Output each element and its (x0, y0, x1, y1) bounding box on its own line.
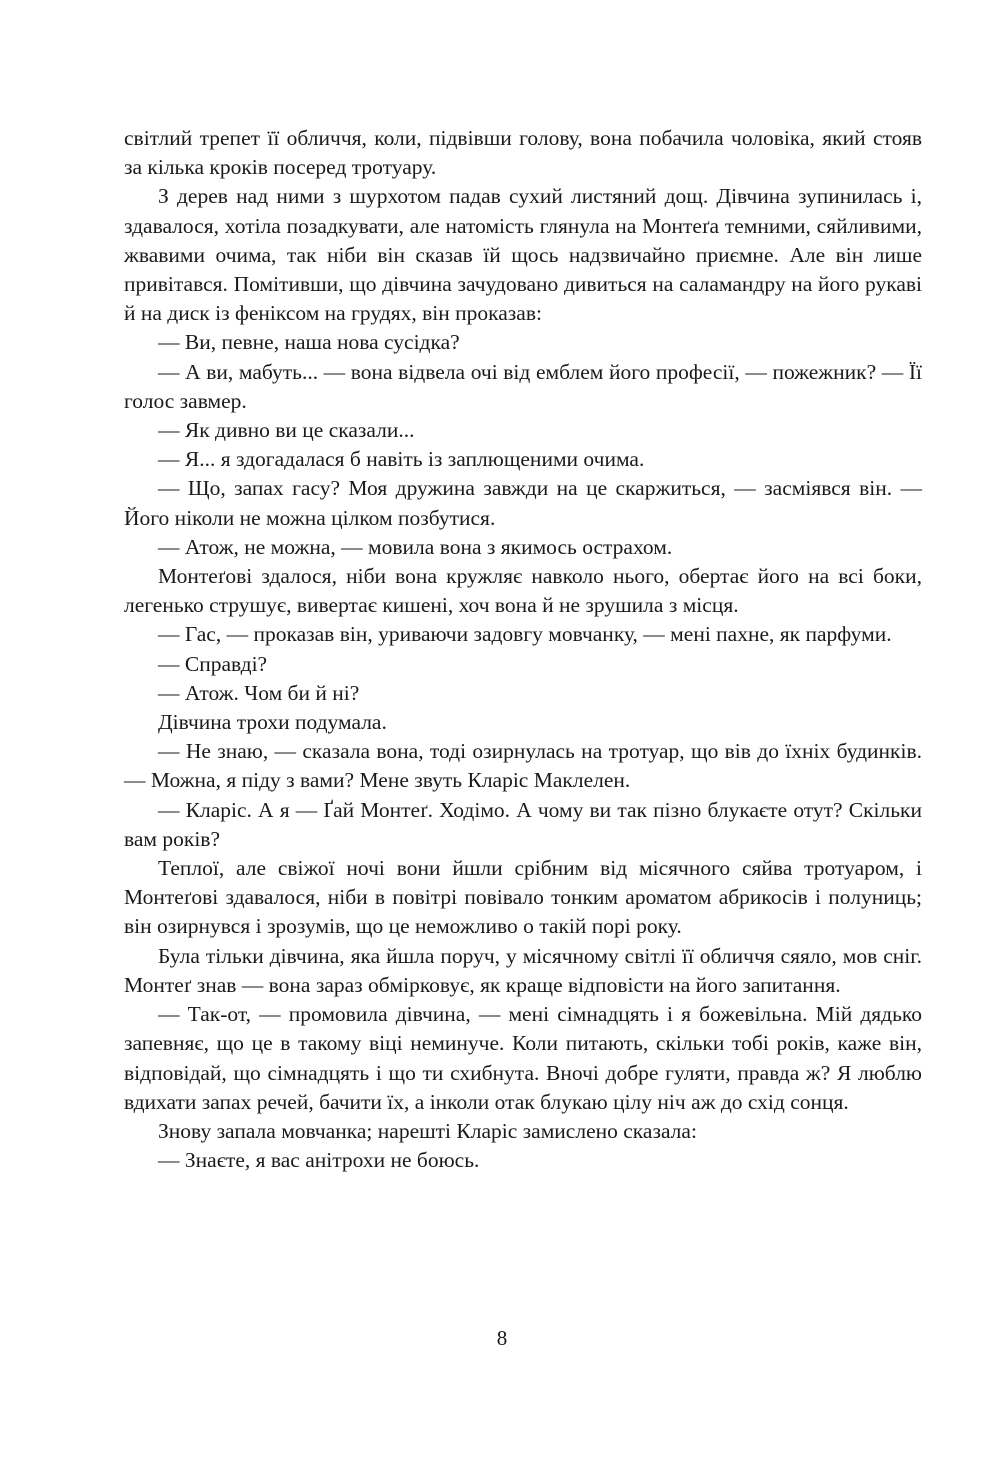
dialogue-line: — Ви, певне, наша нова сусідка? (158, 330, 460, 355)
dialogue-line: — Справді? (158, 651, 268, 676)
dialogue-line: — Так-от, — промовила дівчина, — мені сімнадцять і я божевільна. Мій дядько запевняє, що це в такому віці неминуче. Коли питають, скільки тобі років, каже він, відповідай, що сімнадцять і що ти схибнута. Вночі добре гуляти, правда ж? Я люблю вдихати запах речей, бачити їх, а інколи отак блукаю цілу ніч аж до схід сонця. (124, 1002, 922, 1114)
dialogue-line: — Атож. Чом би й ні? (158, 680, 360, 705)
page-number: 8 (496, 1326, 508, 1350)
paragraph: З дерев над ними з шурхотом падав сухий листяний дощ. Дівчина зупинилась і, здавалося, хотіла позадкувати, але натомість глянула на Монтеґа темними, сяйливими, жвавими очима, так ніби він сказав їй щось надзвичайно приємне. Але він лише привітався. Помітивши, що дівчина зачудовано дивиться на саламандру на його рукаві й на диск із феніксом на грудях, він проказав: (124, 184, 922, 326)
paragraph: Дівчина трохи подумала. (158, 710, 387, 735)
dialogue-line: — А ви, мабуть... — вона відвела очі від емблем його професії, — пожежник? — Її голос завмер. (124, 359, 922, 413)
dialogue-line: — Кларіс. А я — Ґай Монтеґ. Ходімо. А чому ви так пізно блукаєте отут? Скільки вам років? (124, 797, 922, 851)
paragraph: Знову запала мовчанка; нарешті Кларіс замислено сказала: (158, 1118, 697, 1143)
dialogue-line: — Атож, не можна, — мовила вона з якимось острахом. (158, 534, 673, 559)
paragraph: світлий трепет її обличчя, коли, підвівши голову, вона побачила чоловіка, який стояв за кілька кроків посеред тротуару. (124, 126, 922, 180)
paragraph: Монтеґові здалося, ніби вона кружляє навколо нього, обертає його на всі боки, легенько струшує, вивертає кишені, хоч вона й не зрушила з місця. (124, 564, 922, 618)
dialogue-line: — Не знаю, — сказала вона, тоді озирнулась на тротуар, що вів до їхніх будинків. — Можна, я піду з вами? Мене звуть Кларіс Маклелен. (124, 739, 922, 793)
paragraph: Теплої, але свіжої ночі вони йшли срібним від місячного сяйва тротуаром, і Монтеґові здавалося, ніби в повітрі повівало тонким ароматом абрикосів і полуниць; він озирнувся і зрозумів, що це неможливо о такій порі року. (124, 856, 922, 939)
dialogue-line: — Я... я здогадалася б навіть із заплющеними очима. (158, 447, 645, 472)
dialogue-line: — Гас, — проказав він, уриваючи задовгу мовчанку, — мені пахне, як парфуми. (158, 622, 892, 647)
dialogue-line: — Як дивно ви це сказали... (158, 418, 415, 443)
dialogue-line: — Знаєте, я вас анітрохи не боюсь. (158, 1148, 480, 1173)
dialogue-line: — Що, запах гасу? Моя дружина завжди на це скаржиться, — засміявся він. — Його ніколи не можна цілком позбутися. (124, 476, 922, 530)
page-body (124, 124, 922, 1175)
paragraph: Була тільки дівчина, яка йшла поруч, у місячному світлі її обличчя сяяло, мов сніг. Монтеґ знав — вона зараз обмірковує, як краще відповісти на його запитання. (124, 943, 922, 997)
